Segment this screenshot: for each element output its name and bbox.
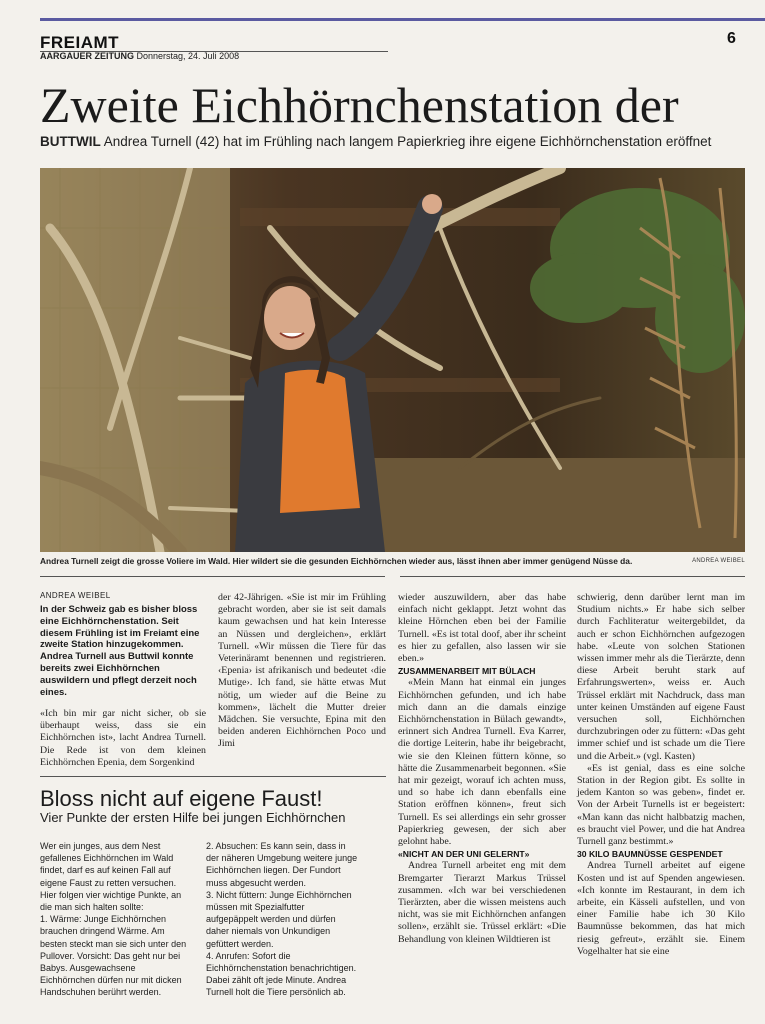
infobox-text: 4. Anrufen: Sofort die Eichhörnchenstation benachrichtigen. Dabei zählt oft jede Minute. Andrea Turnell holt die Tiere persönlich ab. [206, 950, 357, 998]
article-lead [40, 134, 765, 149]
article-column-3 [398, 592, 566, 946]
lead-location: BUTTWIL [40, 134, 101, 149]
infobox-subtitle: Vier Punkte der ersten Hilfe bei jungen Eichhörnchen [40, 810, 346, 825]
caption-divider-left [40, 576, 385, 577]
article-intro: In der Schweiz gab es bisher bloss eine Eichhörnchenstation. Seit diesem Frühling ist im Freiamt eine zweite Station hinzugekommen. Andrea Turnell aus Buttwil konnte bereits zwei Eichhörnchen auswildern und pflegt derzeit noch eines. [40, 604, 200, 698]
byline: ANDREA WEIBEL [40, 591, 111, 600]
top-rule [40, 18, 765, 21]
infobox-text: 1. Wärme: Junge Eichhörnchen brauchen dringend Wärme. Am besten steckt man sie sich unter den Pullover. Vorsicht: Das geht nur bei Babys. Ausgewachsene Eichhörnchen dürfen nur mit dicken Handschuhen berührt werden. [40, 914, 187, 998]
infobox-column-2 [206, 840, 358, 999]
caption-divider-right [400, 576, 745, 577]
column-3-text: «Mein Mann hat einmal ein junges Eichhörnchen gefunden, und ich habe mich dann an die damals einzige Eichhörnchenstation in Bülach gewandt», erinnert sich Andrea Turnell. Eva Karrer, die dortige Leiterin, habe ihr beigebracht, wie sie den Kleinen füttern könne, so hätte die Zusammenarbeit begonnen. «Sie hat mir gezeigt, worauf ich achten muss, und so habe ich dann ebenfalls eine Station eröffnen können», freut sich Turnell. Es sei allerdings ein sehr grosser Papierkrieg gewesen, der sich aber gelohnt habe. [398, 677, 566, 848]
column-4-text: «Es ist genial, dass es eine solche Station in der Region gibt. Es sollte in jedem Kanton so was geben», findet er. Von der Arbeit Turnells ist er begeistert: «Man kann das nicht halbbatzig machen, es braucht viel Power, und die hat Andrea Turnell ganz bestimmt.» [577, 762, 745, 848]
article-column-2 [218, 592, 386, 751]
paper-name: AARGAUER ZEITUNG [40, 51, 134, 61]
column-2-text: der 42-Jährigen. «Sie ist mir im Frühling gebracht worden, aber sie ist seit damals kaum gewachsen und hat kein Interesse an Nüssen und dergleichen», erklärt Turnell. «Wir müssen die Tiere für das Veterinäramt benennen und registrieren. ‹Epenia› ist afrikanisch und bedeutet ‹die Mutige›. Ich fand, sie hätte etwas Mut nötig, um wieder auf die Beine zu kommen», lächelt die Mutter dreier Mädchen. Sie versuchte, Epina mit den beiden anderen Eichhörnchen Poco und Jimi [218, 592, 386, 750]
infobox-title: Bloss nicht auf eigene Faust! [40, 786, 323, 811]
paper-info [40, 51, 239, 61]
infobox-divider [40, 776, 386, 777]
page-number: 6 [727, 30, 736, 47]
subheading: ZUSAMMENARBEIT MIT BÜLACH [398, 666, 536, 677]
infobox-text: 3. Nicht füttern: Junge Eichhörnchen müssen mit Spezialfutter aufgepäppelt werden und dürfen daher niemals von Unkundigen gefüttert werden. [206, 889, 352, 949]
subheading: 30 KILO BAUMNÜSSE GESPENDET [577, 849, 723, 860]
column-3-text: Andrea Turnell arbeitet eng mit dem Bremgarter Tierarzt Markus Trüssel zusammen. «Ich war bei verschiedenen Tierärzten, aber die wissen meistens auch nicht, was sie mit Eichhörnchen anfangen sollen», erzählt sie. Trüssel erklärt: «Die Behandlung von kleinen Wildtieren ist [398, 860, 566, 945]
column-4-text: schwierig, denn darüber lernt man im Studium nichts.» Er habe sich selber durch Fachliteratur weitergebildet, da auch er schon Eichhörnchen aufgezogen habe. «Leute von solchen Stationen wissen immer mehr als die Tierärzte, denn diese Arbeit beruht stark auf Erfahrungswerten», weiss er. Auch Trüssel erklärt mit Nachdruck, dass man unter keinen Umständen auf eigene Faust versuchen soll, Eichhörnchen durchzubringen oder zu füttern: «Das geht immer schief und ist schade um die Tiere und die Arbeit.» (vgl. Kasten) [577, 592, 745, 762]
column-4-text: Andrea Turnell arbeitet auf eigene Kosten und ist auf Spenden angewiesen. «Ich konnte im Restaurant, in dem ich arbeite, ein Kässeli aufstellen, und von einer Familie habe ich 30 Kilo Baumnüsse bekommen, das hat mich riesig gefreut», erzählt sie. Einem Vogelhalter hat sie eine [577, 860, 745, 957]
column-1-text: «Ich bin mir gar nicht sicher, ob sie überhaupt weiss, dass sie ein Eichhörnchen ist», lacht Andrea Turnell. Die Rede ist von dem kleinen Eichhörnchen Epenia, dem Sorgenkind [40, 708, 206, 768]
aviary-photo-illustration [40, 168, 745, 552]
infobox-text: 2. Absuchen: Es kann sein, dass in der näheren Umgebung weitere junge Eichhörnchen liegen. Der Fundort muss abgesucht werden. [206, 841, 358, 888]
subheading: «NICHT AN DER UNI GELERNT» [398, 849, 530, 860]
photo-credit: ANDREA WEIBEL [692, 558, 745, 564]
photo-caption: Andrea Turnell zeigt die grosse Voliere im Wald. Hier wildert sie die gesunden Eichhörnchen wieder aus, lässt ihnen aber immer genügend Nüsse da. [40, 556, 633, 566]
article-column-1 [40, 708, 206, 769]
section-title: FREIAMT [40, 33, 120, 52]
article-photo [40, 168, 745, 552]
lead-text: Andrea Turnell (42) hat im Frühling nach langem Papierkrieg ihre eigene Eichhörnchenstation eröffnet [103, 134, 712, 149]
article-column-4 [577, 592, 745, 958]
paper-date: Donnerstag, 24. Juli 2008 [136, 51, 240, 61]
article-headline: Zweite Eichhörnchenstation der [40, 77, 679, 133]
column-3-text: wieder auszuwildern, aber das habe einfach nicht geklappt. Jetzt wohnt das kleine Hörnchen eben bei der Familie Turnell. «Es ist total doof, aber ihr scheint es hier zu gefallen, also lassen wir sie eben.» [398, 592, 566, 665]
infobox-text: Wer ein junges, aus dem Nest gefallenes Eichhörnchen im Wald findet, darf es auf keinen Fall auf eigene Faust zu retten versuchen. Hier folgen vier wichtige Punkte, an die man sich halten sollte: [40, 841, 182, 913]
infobox-column-1 [40, 840, 190, 999]
